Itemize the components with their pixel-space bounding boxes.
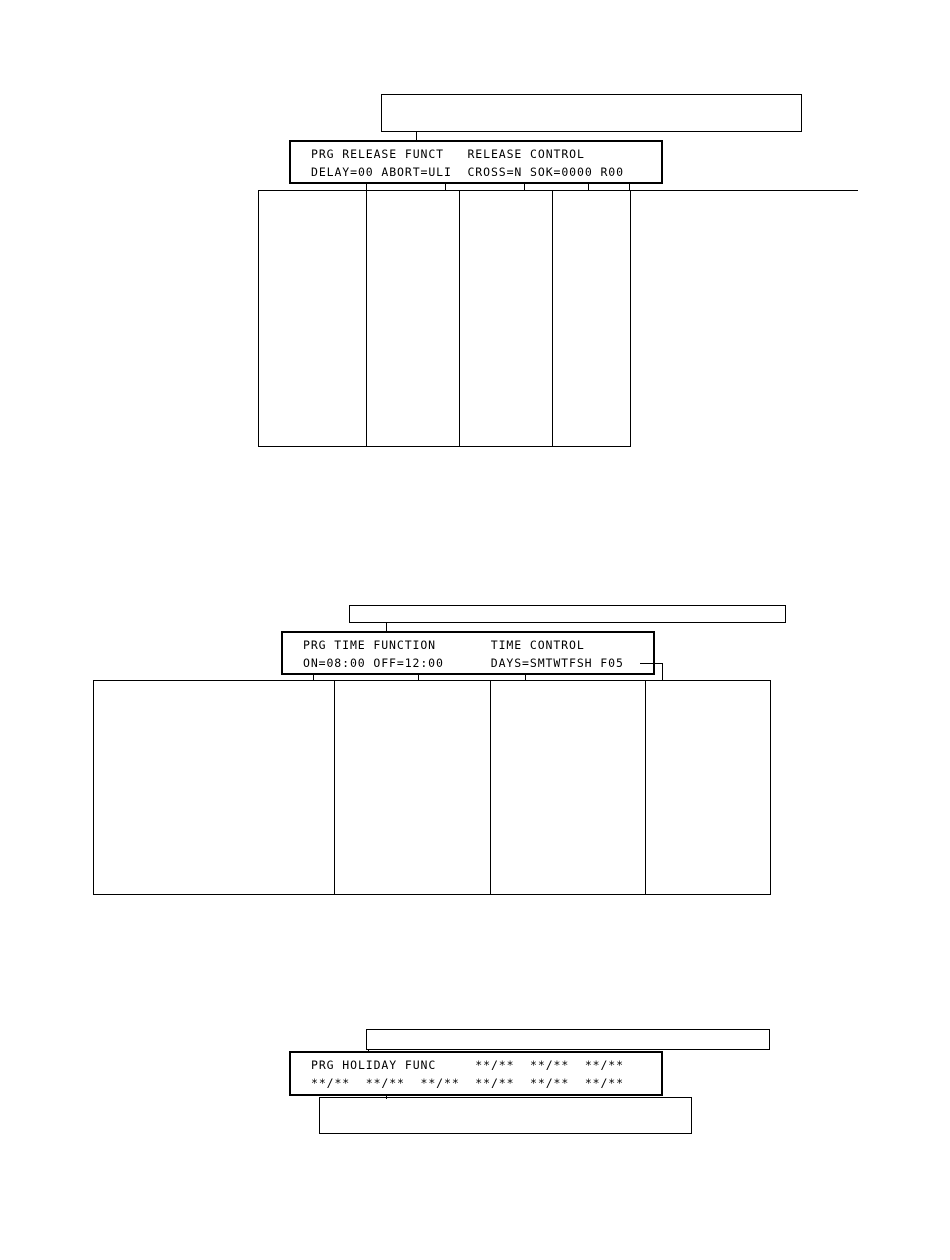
holiday-lcd-display	[289, 1051, 663, 1096]
release-col-divider-2	[459, 190, 460, 447]
holiday-description-callout	[319, 1097, 692, 1134]
time-lcd-line-2: ON=08:00 OFF=12:00 DAYS=SMTWTFSH F05	[303, 656, 624, 670]
time-lcd-line-1: PRG TIME FUNCTION TIME CONTROL	[303, 638, 585, 652]
time-col-divider-2	[490, 680, 491, 895]
time-col-divider-1	[334, 680, 335, 895]
holiday-lcd-line-1: PRG HOLIDAY FUNC **/** **/** **/**	[311, 1058, 624, 1072]
time-f-leader-drop	[662, 663, 663, 680]
release-lcd-line-1: PRG RELEASE FUNCT RELEASE CONTROL	[311, 147, 585, 161]
release-col-divider-1	[366, 190, 367, 447]
time-title-callout	[349, 605, 786, 623]
release-title-callout	[381, 94, 802, 132]
time-description-table	[93, 680, 771, 895]
time-lcd-display	[281, 631, 655, 675]
release-lcd-line-2: DELAY=00 ABORT=ULI CROSS=N SOK=0000 R00	[311, 165, 624, 179]
holiday-lcd-line-2: **/** **/** **/** **/** **/** **/**	[311, 1076, 624, 1090]
release-lcd-display	[289, 140, 663, 184]
holiday-title-callout	[366, 1029, 770, 1050]
release-description-table	[258, 190, 631, 447]
time-col-divider-3	[645, 680, 646, 895]
release-col-divider-3	[552, 190, 553, 447]
time-f-leader	[640, 663, 662, 664]
